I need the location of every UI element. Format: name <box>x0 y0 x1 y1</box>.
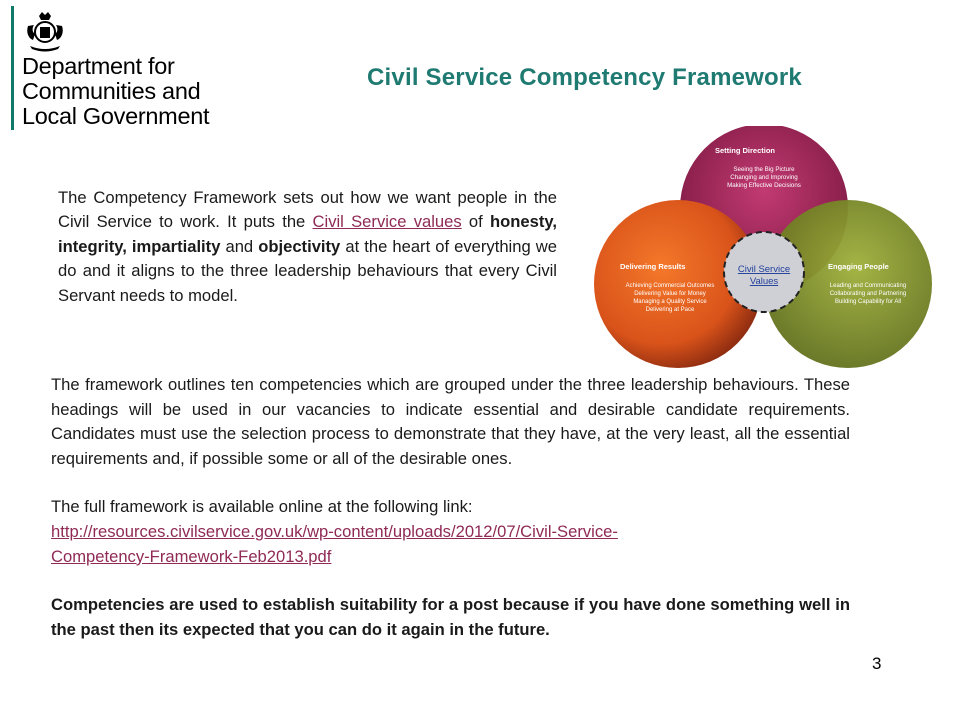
royal-crest-icon <box>22 8 68 54</box>
civil-service-values-label: Values <box>749 276 779 287</box>
engaging-people-item: Collaborating and Partnering <box>829 291 907 297</box>
org-line: Communities and <box>22 78 201 104</box>
civil-service-values-link[interactable]: Civil Service values <box>312 212 462 232</box>
delivering-results-item: Achieving Commercial Outcomes <box>625 283 715 289</box>
intro-bold-values: honesty, integrity, impartiality <box>58 212 558 256</box>
framework-link-line[interactable]: Competency-Framework-Feb2013.pdf <box>51 546 332 566</box>
framework-link[interactable] <box>51 520 850 569</box>
closing-statement: Competencies are used to establish suitability for a post because if you have done something well in the past then its expected that you can do it again in the future. <box>51 595 850 639</box>
intro-text: The Competency Framework sets out how we want people in the Civil Service to work. It puts the <box>58 188 557 232</box>
intro-text: at the heart of everything we do and it aligns to the three leadership behaviours that every Civil Servant needs to model. <box>58 236 557 305</box>
setting-direction-item: Seeing the Big Picture <box>733 166 795 173</box>
link-intro-text: The full framework is available online at the following link: <box>51 497 473 517</box>
engaging-people-item: Leading and Communicating <box>829 283 907 289</box>
organisation-name <box>22 54 209 129</box>
slide-title: Civil Service Competency Framework <box>367 64 802 91</box>
intro-text: and <box>220 236 259 256</box>
page-number: 3 <box>872 654 882 673</box>
leadership-behaviours-diagram <box>592 126 940 376</box>
setting-direction-item: Changing and Improving <box>730 174 798 181</box>
intro-bold-objectivity: objectivity <box>258 236 341 256</box>
framework-paragraph: The framework outlines ten competencies which are grouped under the three leadership behaviours. These headings will be used in our vacancies to indicate essential and desirable candidate requirements. Candidates must use the selection process to demonstrate that they have, at the very least, all the essential requirements and, if possible some or all of the desirable ones. <box>51 375 850 468</box>
main-body <box>51 373 850 642</box>
engaging-people-title: Engaging People <box>828 262 889 271</box>
intro-paragraph <box>58 186 557 308</box>
delivering-results-title: Delivering Results <box>620 262 686 271</box>
org-line: Department for <box>22 53 175 79</box>
engaging-people-item: Building Capability for All <box>834 299 902 305</box>
logo-accent-bar <box>11 6 14 130</box>
setting-direction-item: Making Effective Decisions <box>727 182 801 189</box>
framework-link-line[interactable]: http://resources.civilservice.gov.uk/wp-content/uploads/2012/07/Civil-Service- <box>51 521 618 541</box>
intro-text: of <box>461 212 491 232</box>
setting-direction-title: Setting Direction <box>715 146 776 155</box>
delivering-results-item: Delivering Value for Money <box>634 291 706 297</box>
delivering-results-item: Delivering at Pace <box>645 307 695 313</box>
civil-service-values-label: Civil Service <box>737 264 791 275</box>
delivering-results-item: Managing a Quality Service <box>633 299 707 305</box>
org-line: Local Government <box>22 103 210 129</box>
